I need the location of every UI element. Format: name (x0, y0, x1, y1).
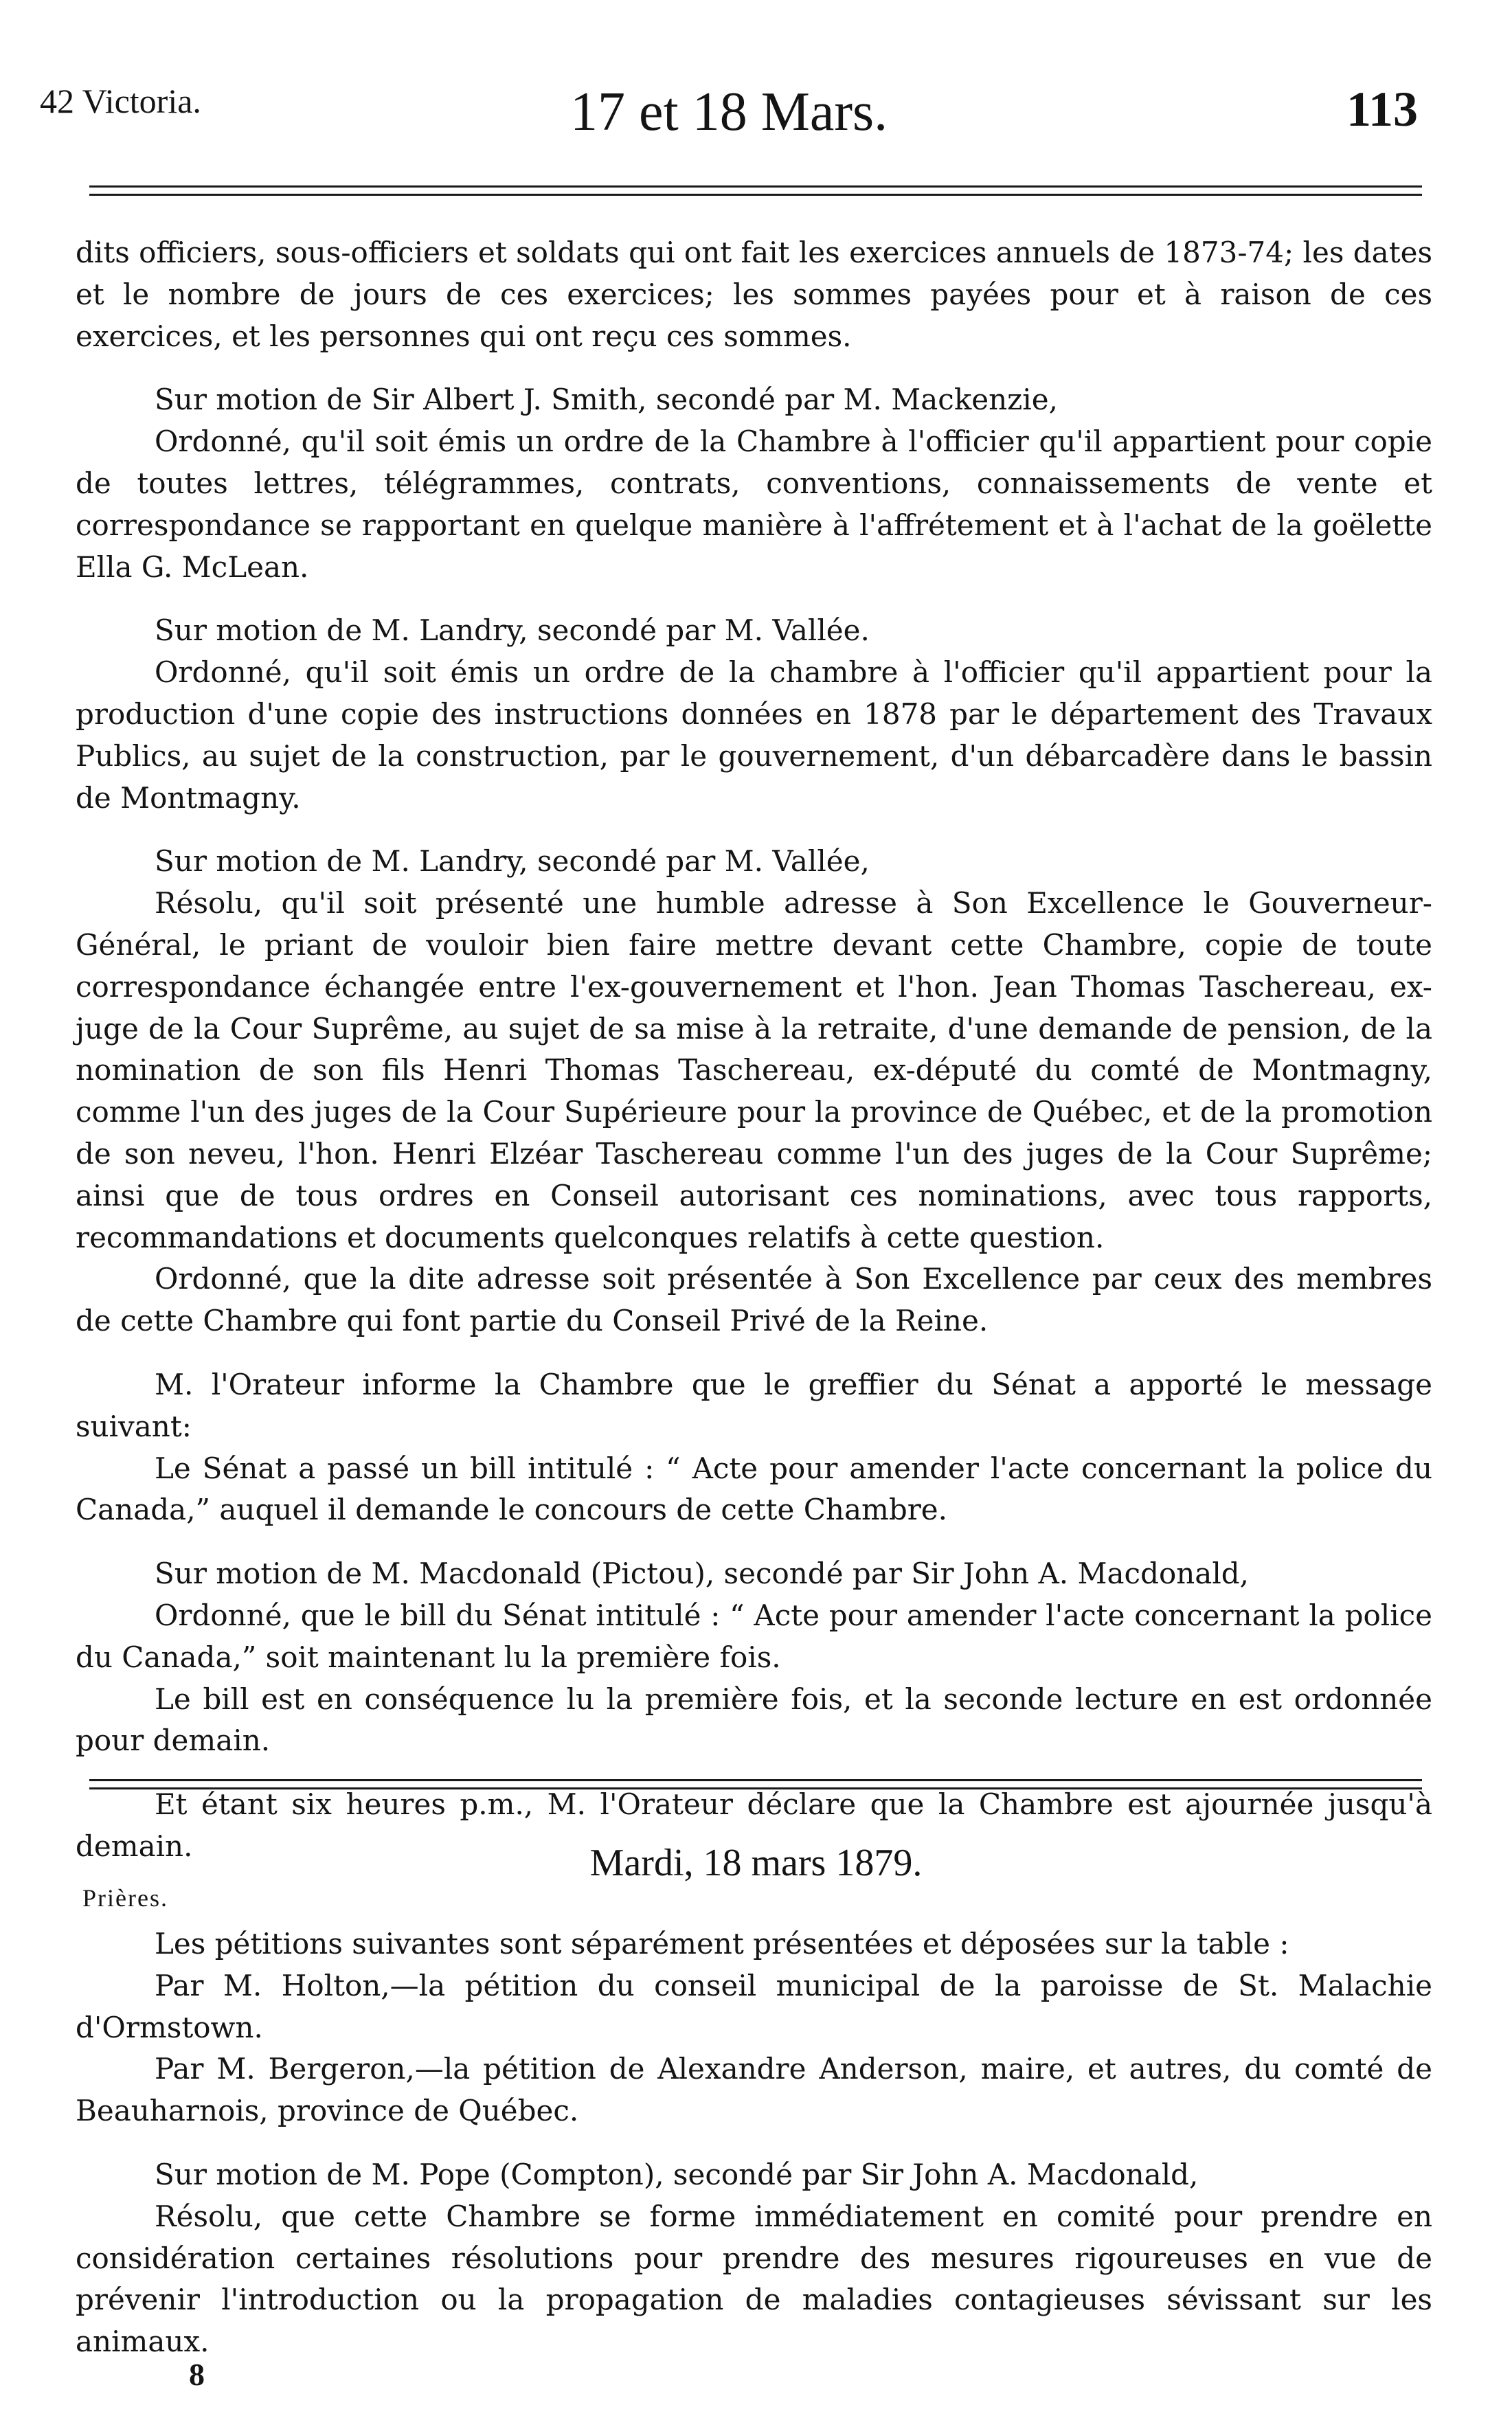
paragraph: Sur motion de M. Macdonald (Pictou), secondé par Sir John A. Macdonald, (155, 1557, 1250, 1591)
section-rule-bottom (89, 1787, 1422, 1789)
section-march-17 (76, 232, 1432, 1868)
paragraph: Ordonné, qu'il soit émis un ordre de la chambre à l'officier qu'il appartient pour la production d'une copie des instructions données en 1878 par le département des Travaux Publics, au sujet de la construction, par le gouvernement, d'un débarcadère dans le bassin de Montmagny. (76, 655, 1432, 815)
header-session: 42 Victoria. (40, 82, 201, 120)
header-date: 17 et 18 Mars. (570, 82, 888, 142)
paragraph: Par M. Holton,—la pétition du conseil municipal de la paroisse de St. Malachie d'Ormstown. (76, 1968, 1432, 2044)
paragraph: Sur motion de M. Landry, secondé par M. Vallée, (155, 844, 870, 879)
paragraph: dits officiers, sous-officiers et soldats qui ont fait les exercices annuels de 1873-74; les dates et le nombre de jours de ces exercices; les sommes payées pour et à raison de ces exercices, et les personnes qui ont reçu ces sommes. (76, 236, 1432, 353)
paragraph: Ordonné, que la dite adresse soit présentée à Son Excellence par ceux des membres de cette Chambre qui font partie du Conseil Privé de la Reine. (76, 1262, 1432, 1338)
paragraph: Résolu, que cette Chambre se forme immédiatement en comité pour prendre en considération certaines résolutions pour prendre des mesures rigoureuses en vue de prévenir l'introduction ou la propagation de maladies contagieuses sévissant sur les animaux. (76, 2199, 1432, 2359)
header-rule-top (89, 185, 1422, 188)
paragraph: Ordonné, que le bill du Sénat intitulé : “ Acte pour amender l'acte concernant la police du Canada,” soit maintenant lu la première fois. (76, 1598, 1432, 1674)
paragraph: Ordonné, qu'il soit émis un ordre de la Chambre à l'officier qu'il appartient pour copie de toutes lettres, télégrammes, contrats, conventions, connaissements de vente et correspondance se rapportant en quelque manière à l'affrétement et à l'achat de la goëlette Ella G. McLean. (76, 425, 1432, 584)
paragraph: Sur motion de M. Landry, secondé par M. Vallée. (155, 613, 870, 648)
header-page-number: 113 (1346, 82, 1419, 137)
day-heading: Mardi, 18 mars 1879. (589, 1842, 923, 1884)
section-march-18 (76, 1923, 1432, 2363)
paragraph: Le bill est en conséquence lu la première fois, et la seconde lecture en est ordonnée pour demain. (76, 1682, 1432, 1758)
paragraph: Et étant six heures p.m., M. l'Orateur déclare que la Chambre est ajournée jusqu'à demain. (76, 1787, 1432, 1863)
paragraph: Le Sénat a passé un bill intitulé : “ Acte pour amender l'acte concernant la police du Canada,” auquel il demande le concours de cette Chambre. (76, 1451, 1432, 1527)
header-rule-bottom (89, 194, 1422, 196)
paragraph: M. l'Orateur informe la Chambre que le greffier du Sénat a apporté le message suivant: (76, 1367, 1432, 1443)
prieres-marginal-note: Prières. (82, 1884, 168, 1912)
paragraph: Par M. Bergeron,—la pétition de Alexandre Anderson, maire, et autres, du comté de Beauharnois, province de Québec. (76, 2052, 1432, 2128)
paragraph: Résolu, qu'il soit présenté une humble adresse à Son Excellence le Gouverneur-Général, le priant de vouloir bien faire mettre devant cette Chambre, copie de toute correspondance échangée entre l'ex-gouvernement et l'hon. Jean Thomas Taschereau, ex-juge de la Cour Suprême, au sujet de sa mise à la retraite, d'une demande de pension, de la nomination de son fils Henri Thomas Taschereau, ex-député du comté de Montmagny, comme l'un des juges de la Cour Supérieure pour la province de Québec, et de la promotion de son neveu, l'hon. Henri Elzéar Taschereau comme l'un des juges de la Cour Suprême; ainsi que de tous ordres en Conseil autorisant ces nominations, avec tous rapports, recommandations et documents quelconques relatifs à cette question. (76, 886, 1432, 1254)
signature-number: 8 (189, 2357, 205, 2392)
section-rule-top (89, 1779, 1422, 1781)
paragraph: Les pétitions suivantes sont séparément présentées et déposées sur la table : (155, 1927, 1289, 1961)
paragraph: Sur motion de M. Pope (Compton), secondé par Sir John A. Macdonald, (155, 2157, 1199, 2191)
paragraph: Sur motion de Sir Albert J. Smith, secondé par M. Mackenzie, (155, 383, 1058, 417)
